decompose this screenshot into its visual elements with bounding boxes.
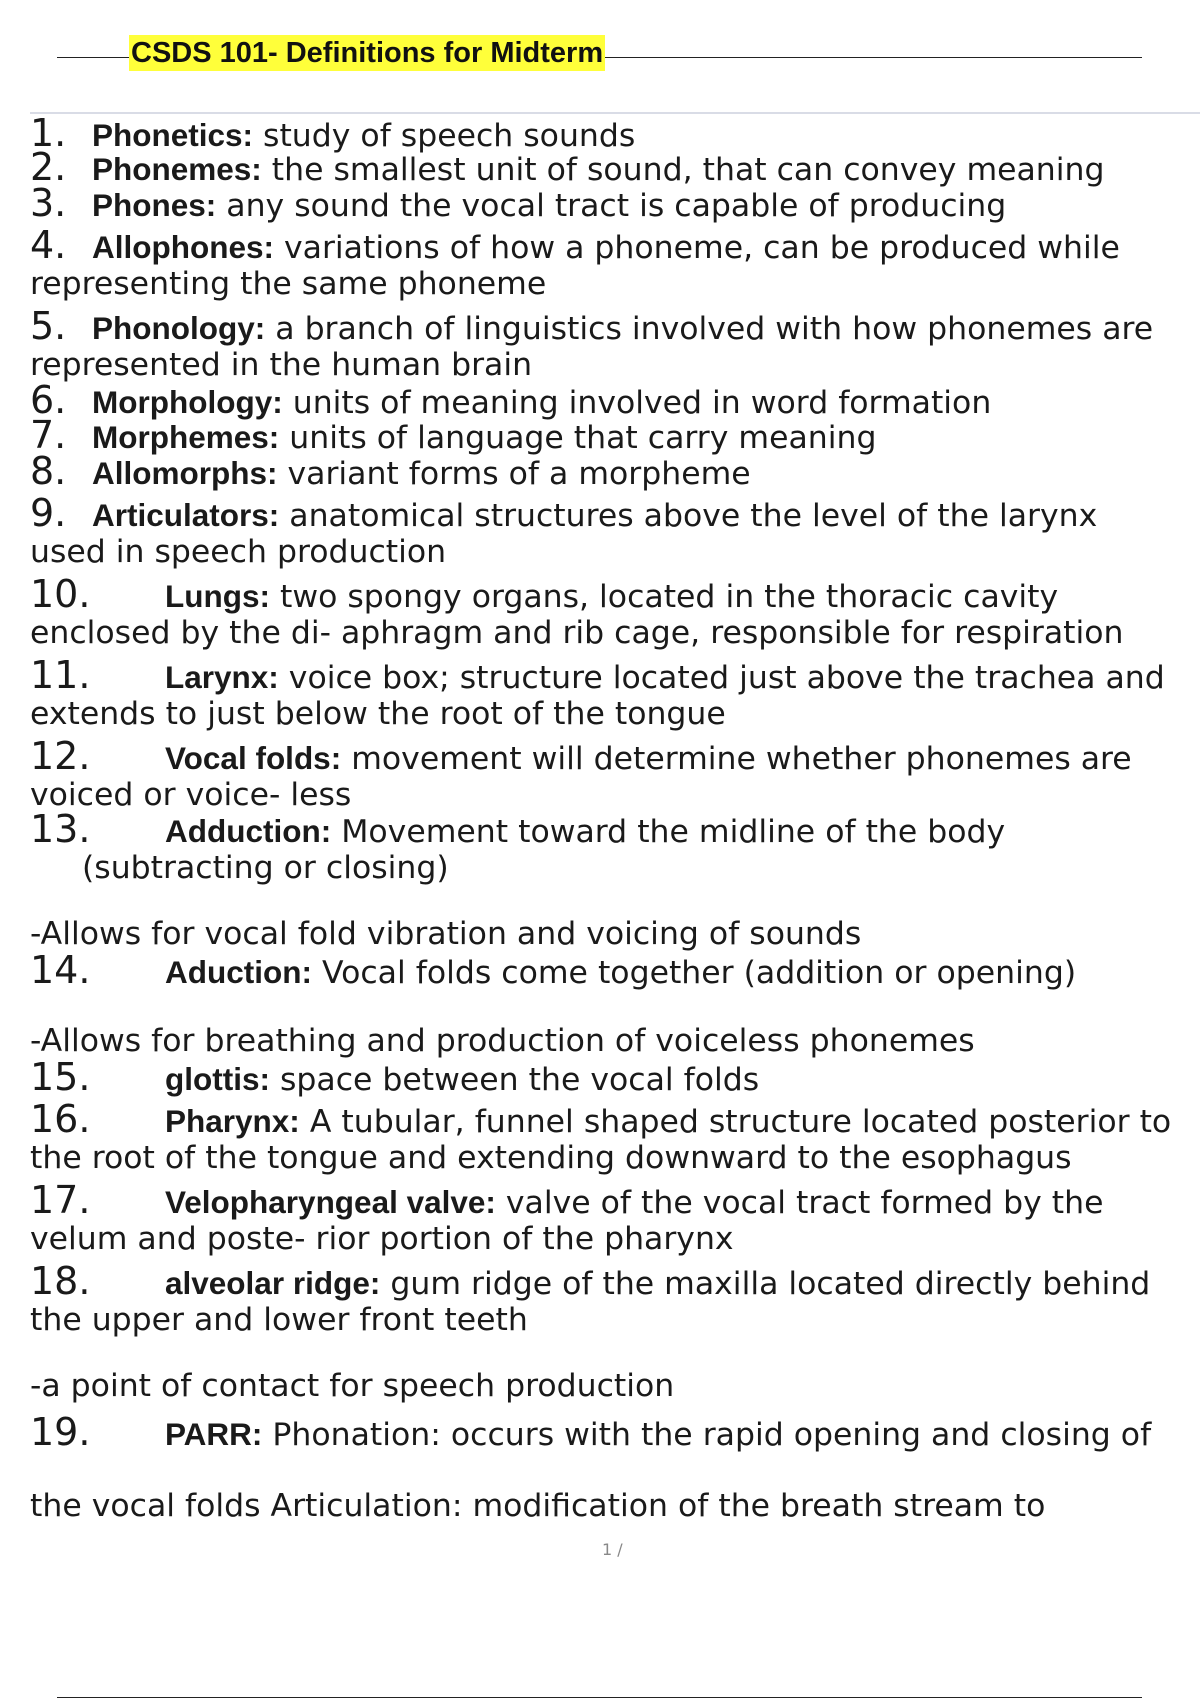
page-title: CSDS 101- Definitions for Midterm: [131, 37, 604, 69]
definition-text: Vocal folds come together (addition or opening): [311, 955, 1077, 991]
definition-term: Phones:: [92, 187, 217, 223]
definition-term: Phonetics:: [92, 117, 254, 153]
definition-term: Morphology:: [92, 384, 283, 420]
definition-18: [30, 1259, 1190, 1338]
definition-2: [30, 145, 1190, 189]
definition-term: Adduction:: [165, 813, 332, 849]
separator-line: [30, 112, 1200, 114]
definition-text: two spongy organs, located in the thoracic cavity: [269, 579, 1059, 615]
definition-continuation: the upper and lower front teeth: [30, 1302, 528, 1338]
definition-continuation: enclosed by the di- aphragm and rib cage, responsible for respiration: [30, 615, 1124, 651]
definition-text: A tubular, funnel shaped structure located posterior to: [299, 1104, 1172, 1140]
definition-term: Lungs:: [165, 578, 270, 614]
definition-13-note: -Allows for vocal fold vibration and voicing of sounds: [30, 916, 862, 952]
definition-term: Morphemes:: [92, 419, 280, 455]
definition-term: Phonemes:: [92, 151, 262, 187]
definition-continuation: (subtracting or closing): [82, 850, 449, 886]
definition-6: [30, 378, 1190, 422]
definition-text: valve of the vocal tract formed by the: [495, 1185, 1104, 1221]
definition-term: Pharynx:: [165, 1103, 300, 1139]
definition-continuation: representing the same phoneme: [30, 266, 547, 302]
definition-text: voice box; structure located just above the trachea and: [278, 660, 1165, 696]
definition-text: any sound the vocal tract is capable of producing: [216, 188, 1007, 224]
definition-number: 17.: [30, 1178, 91, 1222]
definition-10: [30, 572, 1190, 651]
definition-term: Articulators:: [92, 497, 280, 533]
definition-8: [30, 449, 1190, 493]
definition-text: units of language that carry meaning: [279, 420, 877, 456]
definition-14: [30, 948, 1190, 992]
title-row: [57, 33, 1142, 73]
definition-term: alveolar ridge:: [165, 1265, 381, 1301]
definition-number: 13.: [30, 807, 91, 851]
definition-19: [30, 1410, 1190, 1454]
definition-number: 9.: [30, 491, 67, 535]
definition-term: Allophones:: [92, 229, 274, 265]
definition-text: anatomical structures above the level of the larynx: [279, 498, 1098, 534]
definition-term: PARR:: [165, 1416, 263, 1452]
definition-text: a branch of linguistics involved with how phonemes are: [265, 311, 1154, 347]
definition-number: 12.: [30, 734, 91, 778]
definition-continuation: used in speech production: [30, 534, 447, 570]
definition-18-note: -a point of contact for speech production: [30, 1368, 675, 1404]
definition-term: glottis:: [165, 1061, 270, 1097]
definition-term: Velopharyngeal valve:: [165, 1184, 496, 1220]
definition-text: Phonation: occurs with the rapid opening and closing of: [262, 1417, 1152, 1453]
definition-number: 4.: [30, 223, 67, 267]
definition-15: [30, 1055, 1190, 1099]
definition-number: 16.: [30, 1097, 91, 1141]
definition-continuation: voiced or voice- less: [30, 777, 352, 813]
bottom-rule: [57, 1697, 1142, 1698]
definition-term: Larynx:: [165, 659, 279, 695]
definition-continuation: extends to just below the root of the tongue: [30, 696, 726, 732]
definition-text: movement will determine whether phonemes are: [341, 741, 1132, 777]
definition-term: Vocal folds:: [165, 740, 342, 776]
definition-text: variations of how a phoneme, can be produced while: [274, 230, 1120, 266]
definition-number: 2.: [30, 145, 67, 189]
definition-text: the smallest unit of sound, that can convey meaning: [261, 152, 1105, 188]
definition-9: [30, 491, 1190, 570]
definition-number: 15.: [30, 1055, 91, 1099]
definition-continuation: represented in the human brain: [30, 347, 533, 383]
definition-19-continuation: the vocal folds Articulation: modification of the breath stream to: [30, 1488, 1046, 1524]
definition-term: Phonology:: [92, 310, 266, 346]
definition-number: 8.: [30, 449, 67, 493]
definition-number: 6.: [30, 378, 67, 422]
definition-number: 3.: [30, 181, 67, 225]
definition-number: 1.: [30, 111, 67, 155]
definition-13: [30, 807, 1190, 886]
definition-term: Aduction:: [165, 954, 312, 990]
definition-continuation: the root of the tongue and extending downward to the esophagus: [30, 1140, 1072, 1176]
definition-continuation: velum and poste- rior portion of the pharynx: [30, 1221, 734, 1257]
definition-4: [30, 223, 1190, 302]
page-number: 1 /: [602, 1540, 623, 1559]
definition-term: Allomorphs:: [92, 455, 278, 491]
definition-number: 7.: [30, 413, 67, 457]
definition-text: study of speech sounds: [253, 118, 636, 154]
definition-3: [30, 181, 1190, 225]
definition-number: 14.: [30, 948, 91, 992]
definition-14-note: -Allows for breathing and production of voiceless phonemes: [30, 1023, 975, 1059]
definition-text: Movement toward the midline of the body: [331, 814, 1006, 850]
definition-text: variant forms of a morpheme: [277, 456, 751, 492]
definition-number: 5.: [30, 304, 67, 348]
definition-text: space between the vocal folds: [269, 1062, 760, 1098]
definition-17: [30, 1178, 1190, 1257]
definition-text: units of meaning involved in word formation: [282, 385, 992, 421]
definition-12: [30, 734, 1190, 813]
definition-text: gum ridge of the maxilla located directly behind: [380, 1266, 1151, 1302]
definition-number: 18.: [30, 1259, 91, 1303]
definition-number: 10.: [30, 572, 91, 616]
definition-7: [30, 413, 1190, 457]
definition-number: 19.: [30, 1410, 91, 1454]
definition-16: [30, 1097, 1190, 1176]
definition-11: [30, 653, 1190, 732]
definition-number: 11.: [30, 653, 91, 697]
definition-5: [30, 304, 1190, 383]
